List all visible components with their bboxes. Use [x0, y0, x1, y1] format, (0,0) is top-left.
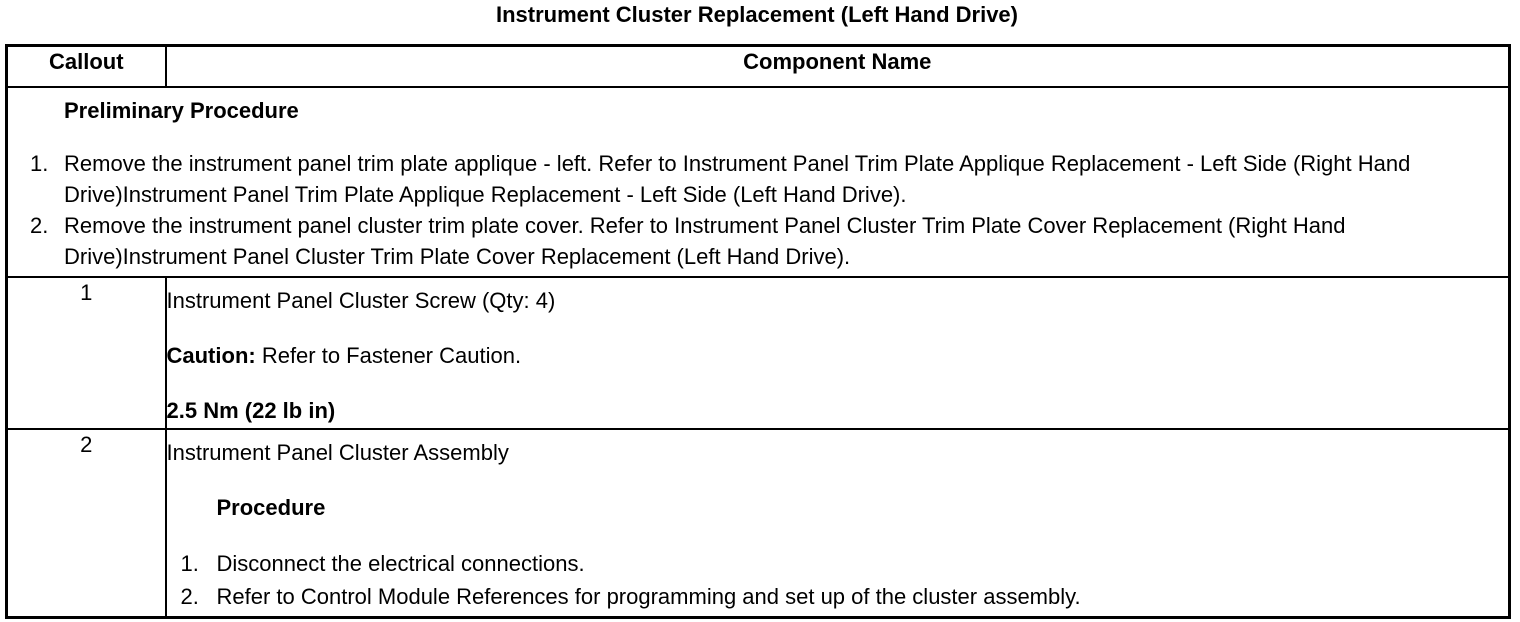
caution-label: Caution:: [166, 343, 256, 368]
callout-number: 1: [7, 277, 166, 429]
step-number: 2.: [180, 584, 199, 609]
procedure-steps-list: [167, 547, 1509, 613]
preliminary-procedure-title: Preliminary Procedure: [64, 98, 299, 123]
procedure-title: Procedure: [216, 495, 326, 520]
preliminary-step: [8, 148, 1508, 210]
caution-text: Refer to Fastener Caution.: [255, 343, 522, 368]
step-number: 1.: [30, 151, 49, 176]
component-cell: [166, 429, 1510, 618]
preliminary-procedure-row: [7, 87, 1510, 277]
callout-number: 2: [7, 429, 166, 618]
table-row: [7, 277, 1510, 429]
procedure-table: [5, 44, 1511, 619]
step-number: 1.: [180, 551, 199, 576]
torque-spec: 2.5 Nm (22 lb in): [166, 398, 336, 423]
column-header-component-name: Component Name: [166, 46, 1510, 88]
procedure-step: [167, 580, 1509, 613]
caution-note: [167, 341, 1509, 371]
document-title: Instrument Cluster Replacement (Left Hand Drive): [496, 2, 1018, 27]
table-row: [7, 429, 1510, 618]
component-cell: [166, 277, 1510, 429]
preliminary-steps-list: [8, 148, 1508, 272]
step-text: Disconnect the electrical connections.: [216, 551, 585, 576]
component-name: Instrument Panel Cluster Screw (Qty: 4): [166, 288, 556, 313]
preliminary-step: [8, 210, 1508, 272]
step-text: Refer to Control Module References for programming and set up of the cluster assembly.: [216, 584, 1081, 609]
step-number: 2.: [30, 213, 49, 238]
step-text: Remove the instrument panel trim plate applique - left. Refer to Instrument Panel Trim Plate Applique Replacement - Left Side (Right Hand Drive)Instrument Panel Trim Plate Applique Replacement - Left Side (Left Hand Drive).: [64, 151, 1411, 207]
procedure-step: [167, 547, 1509, 580]
step-text: Remove the instrument panel cluster trim plate cover. Refer to Instrument Panel Cluster Trim Plate Cover Replacement (Right Hand Drive)Instrument Panel Cluster Trim Plate Cover Replacement (Left Hand Drive).: [64, 213, 1346, 269]
preliminary-procedure-cell: [7, 87, 1510, 277]
table-header-row: [7, 46, 1510, 88]
component-name: Instrument Panel Cluster Assembly: [166, 440, 509, 465]
column-header-callout: Callout: [7, 46, 166, 88]
